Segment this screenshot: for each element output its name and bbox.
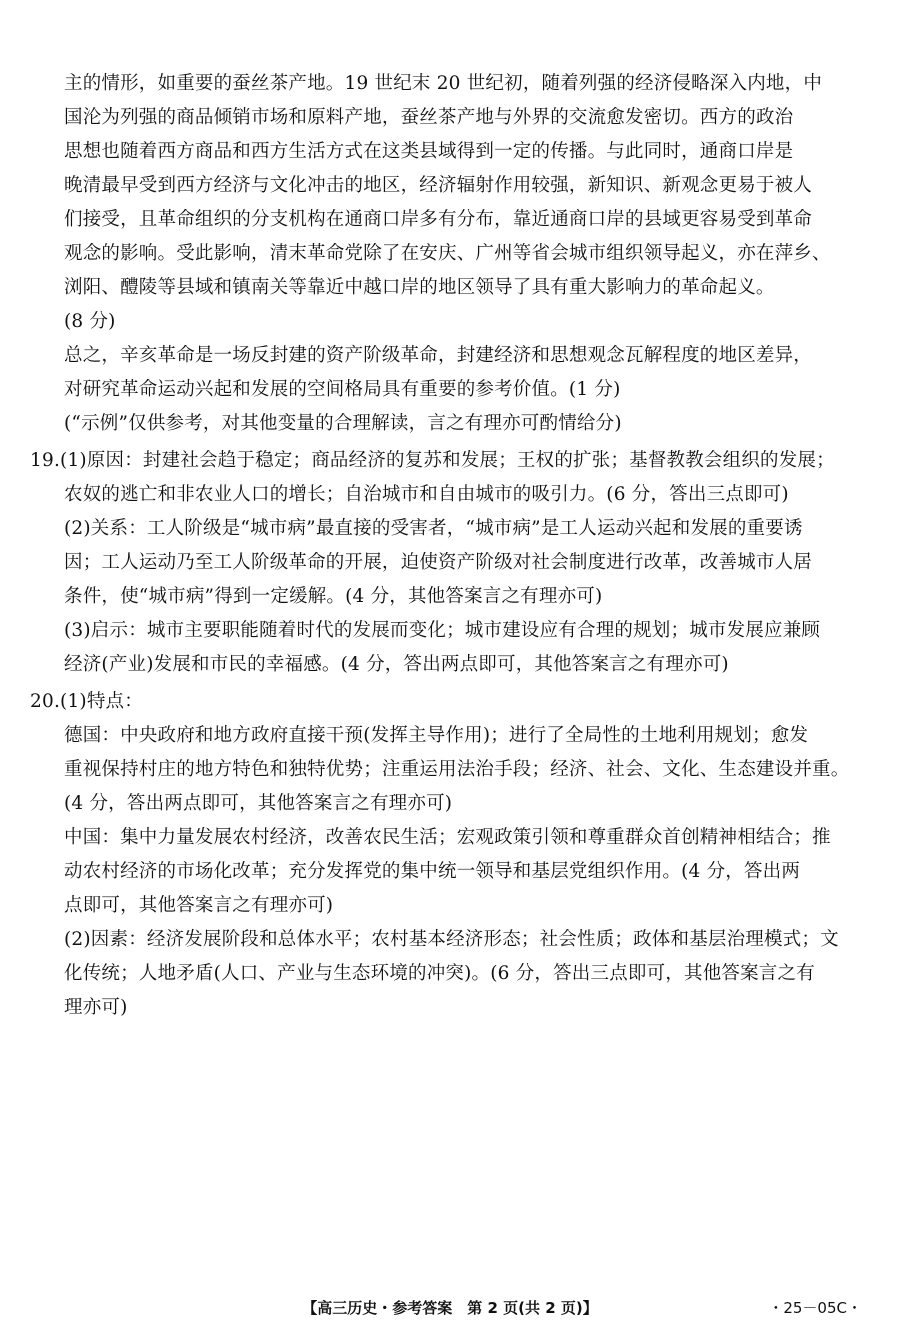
text-line: 国沦为列强的商品倾销市场和原料产地，蚕丝茶产地与外界的交流愈发密切。西方的政治 xyxy=(64,107,794,128)
text-line: 主的情形，如重要的蚕丝茶产地。19 世纪末 20 世纪初，随着列强的经济侵略深入内地，中 xyxy=(64,73,823,94)
text-line: 经济(产业)发展和市民的幸福感。(4 分，答出两点即可，其他答案言之有理亦可) xyxy=(64,654,729,675)
text-line: 农奴的逃亡和非农业人口的增长；自治城市和自由城市的吸引力。(6 分，答出三点即可) xyxy=(64,484,789,505)
page-footer-title: 【高三历史・参考答案 第 2 页(共 2 页)】 xyxy=(302,1299,598,1317)
page-footer-code: ・25－05C・ xyxy=(768,1299,862,1317)
score-note: (8 分) xyxy=(64,311,116,332)
grading-note: (“示例”仅供参考，对其他变量的合理解读，言之有理亦可酌情给分) xyxy=(64,413,622,434)
text-line: 们接受，且革命组织的分支机构在通商口岸多有分布，靠近通商口岸的县域更容易受到革命 xyxy=(64,209,813,230)
question-20-part-2: (2)因素：经济发展阶段和总体水平；农村基本经济形态；社会性质；政体和基层治理模式；文 xyxy=(64,929,839,950)
text-line: 观念的影响。受此影响，清末革命党除了在安庆、广州等省会城市组织领导起义，亦在萍乡、 xyxy=(64,243,831,264)
text-line: 重视保持村庄的地方特色和独特优势；注重运用法治手段；经济、社会、文化、生态建设并重。 xyxy=(64,759,850,780)
text-line: 条件，使“城市病”得到一定缓解。(4 分，其他答案言之有理亦可) xyxy=(64,586,603,607)
text-line: 总之，辛亥革命是一场反封建的资产阶级革命，封建经济和思想观念瓦解程度的地区差异， xyxy=(64,345,813,366)
question-20-part-1: 20.(1)特点： xyxy=(30,691,143,712)
text-line: 中国：集中力量发展农村经济，改善农民生活；宏观政策引领和尊重群众首创精神相结合；推 xyxy=(64,827,831,848)
text-line: 因；工人运动乃至工人阶级革命的开展，迫使资产阶级对社会制度进行改革，改善城市人居 xyxy=(64,552,813,573)
text-line: 动农村经济的市场化改革；充分发挥党的集中统一领导和基层党组织作用。(4 分，答出两 xyxy=(64,861,801,882)
text-line: 对研究革命运动兴起和发展的空间格局具有重要的参考价值。(1 分) xyxy=(64,379,621,400)
question-19-part-2: (2)关系：工人阶级是“城市病”最直接的受害者，“城市病”是工人运动兴起和发展的重要诱 xyxy=(64,518,803,539)
text-line: 点即可，其他答案言之有理亦可) xyxy=(64,895,334,916)
question-19-part-1: 19.(1)原因：封建社会趋于稳定；商品经济的复苏和发展；王权的扩张；基督教教会组织的发展； xyxy=(30,450,835,471)
text-line: 思想也随着西方商品和西方生活方式在这类县域得到一定的传播。与此同时，通商口岸是 xyxy=(64,141,794,162)
text-line: 理亦可) xyxy=(64,997,128,1018)
text-line: 浏阳、醴陵等县域和镇南关等靠近中越口岸的地区领导了具有重大影响力的革命起义。 xyxy=(64,277,775,298)
text-line: 化传统；人地矛盾(人口、产业与生态环境的冲突)。(6 分，答出三点即可，其他答案言之有 xyxy=(64,963,815,984)
score-note: (4 分，答出两点即可，其他答案言之有理亦可) xyxy=(64,793,453,814)
text-line: 晚清最早受到西方经济与文化冲击的地区，经济辐射作用较强，新知识、新观念更易于被人 xyxy=(64,175,813,196)
question-19-part-3: (3)启示：城市主要职能随着时代的发展而变化；城市建设应有合理的规划；城市发展应兼顾 xyxy=(64,620,821,641)
text-line: 德国：中央政府和地方政府直接干预(发挥主导作用)；进行了全局性的土地利用规划；愈发 xyxy=(64,725,809,746)
